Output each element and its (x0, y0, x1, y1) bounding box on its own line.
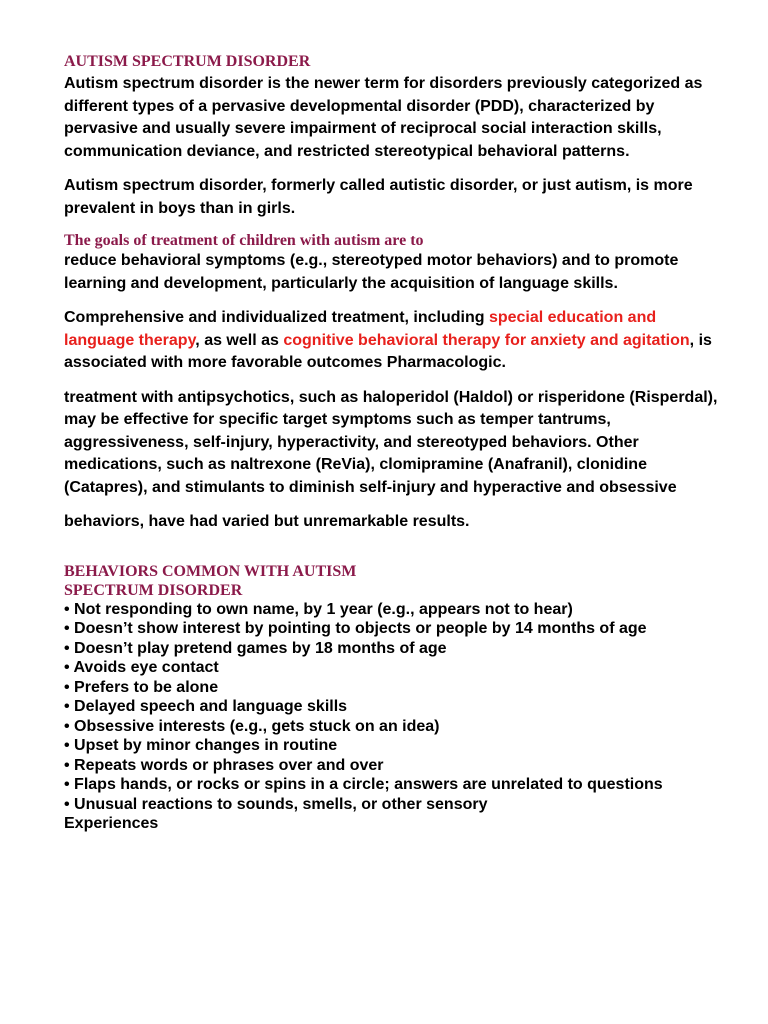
list-item: • Not responding to own name, by 1 year (e.g., appears not to hear) (64, 600, 573, 618)
document-page (64, 52, 724, 834)
paragraph-comprehensive-treatment (64, 307, 724, 375)
list-item: • Repeats words or phrases over and over (64, 756, 384, 774)
section-heading-autism-spectrum-disorder: AUTISM SPECTRUM DISORDER (64, 53, 311, 70)
paragraph-pharmacologic: treatment with antipsychotics, such as haloperidol (Haldol) or risperidone (Risperdal), may be effective for specific target symptoms such as temper tantrums, aggressiveness, self-injury, hyperactivity, and stereotyped behaviors. Other medications, such as naltrexone (ReVia), clomipramine (Anafranil), clonidine (Catapres), and stimulants to diminish self-injury and hyperactive and obsessive (64, 388, 718, 496)
highlight-cbt: cognitive behavioral therapy for anxiety and agitation (283, 331, 690, 349)
list-item: • Flaps hands, or rocks or spins in a circle; answers are unrelated to questions (64, 776, 663, 793)
paragraph-treatment-goals: reduce behavioral symptoms (e.g., stereotyped motor behaviors) and to promote learning and development, particularly the acquisition of language skills. (64, 252, 679, 292)
list-item: • Avoids eye contact (64, 659, 219, 676)
section-heading-behaviors-line2: SPECTRUM DISORDER (64, 581, 243, 599)
list-item: • Doesn’t play pretend games by 18 months of age (64, 639, 447, 657)
list-item: • Obsessive interests (e.g., gets stuck on an idea) (64, 717, 440, 735)
behaviors-list (64, 600, 724, 834)
paragraph-definition: Autism spectrum disorder is the newer term for disorders previously categorized as different types of a pervasive developmental disorder (PDD), characterized by pervasive and usually severe impairment of reciprocal social interaction skills, communication deviance, and restricted stereotypical behavioral patterns. (64, 75, 703, 160)
list-item: • Prefers to be alone (64, 678, 219, 696)
highlight-special-education: special education and language therapy (64, 309, 657, 349)
list-item: Experiences (64, 815, 159, 832)
section-heading-behaviors-line1: BEHAVIORS COMMON WITH AUTISM (64, 562, 357, 580)
list-item: • Delayed speech and language skills (64, 698, 348, 715)
section-heading-treatment-goals: The goals of treatment of children with autism are to (64, 232, 424, 249)
paragraph-prevalence: Autism spectrum disorder, formerly called autistic disorder, or just autism, is more prevalent in boys than in girls. (64, 177, 693, 217)
list-item: • Doesn’t show interest by pointing to objects or people by 14 months of age (64, 620, 647, 637)
list-item: • Unusual reactions to sounds, smells, or other sensory (64, 795, 488, 813)
list-item: • Upset by minor changes in routine (64, 737, 338, 754)
treatment-text-part3: , is associated with more favorable outcomes Pharmacologic. (64, 331, 712, 371)
treatment-text-part1: Comprehensive and individualized treatment, including (64, 309, 489, 326)
treatment-text-part2: , as well as (195, 331, 284, 349)
paragraph-results: behaviors, have had varied but unremarkable results. (64, 513, 470, 530)
